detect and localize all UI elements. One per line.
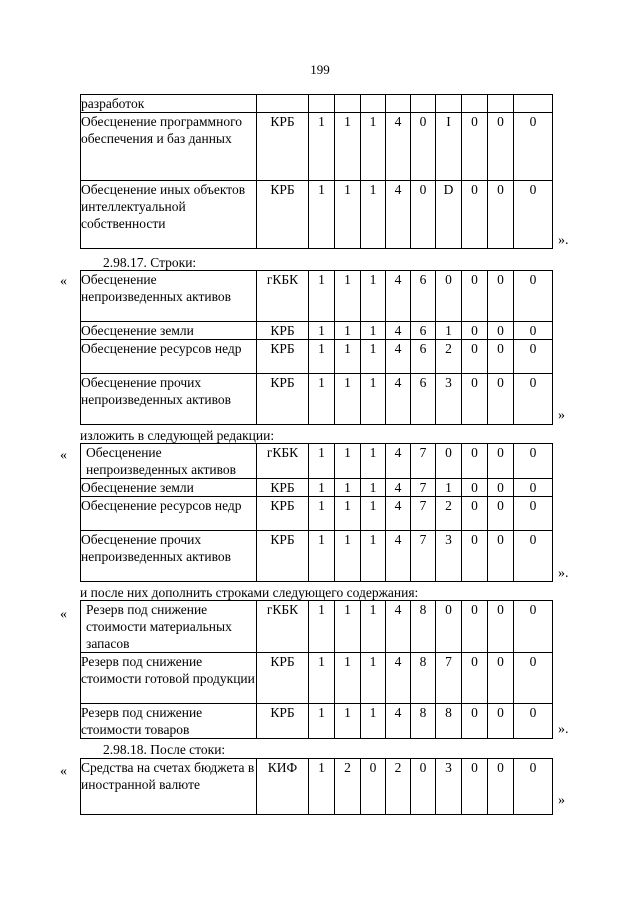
digit-cell: 0: [462, 653, 488, 704]
digit-cell: 4: [386, 653, 411, 704]
digit-cell: 1: [361, 531, 386, 582]
table-row: [81, 374, 553, 425]
digit-cell: 8: [411, 704, 436, 739]
digit-cell: 1: [335, 653, 361, 704]
digit-cell: 6: [411, 374, 436, 425]
digit-cell: 0: [462, 479, 488, 497]
digit-cell: 1: [309, 653, 335, 704]
row-code: КРБ: [257, 704, 309, 739]
row-name: Обесценение земли: [81, 479, 257, 497]
digit-cell: 1: [361, 601, 386, 653]
table-row: [81, 340, 553, 374]
digit-cell: [386, 95, 411, 113]
digit-cell: 1: [309, 497, 335, 531]
row-code: КРБ: [257, 497, 309, 531]
table-block-2: [80, 270, 553, 425]
row-name: Обесценение непроизведенных активов: [81, 444, 257, 479]
digit-cell: 1: [361, 479, 386, 497]
digit-cell: 0: [488, 704, 514, 739]
digit-cell: 3: [436, 374, 462, 425]
digit-cell: 2: [436, 497, 462, 531]
digit-cell: 4: [386, 444, 411, 479]
row-code: [257, 95, 309, 113]
digit-cell: 2: [335, 759, 361, 815]
digit-cell: 7: [411, 479, 436, 497]
digit-cell: 4: [386, 322, 411, 340]
digit-cell: 1: [361, 113, 386, 181]
digit-cell: 1: [309, 704, 335, 739]
digit-cell: 3: [436, 531, 462, 582]
digit-cell: 1: [361, 653, 386, 704]
digit-cell: 7: [411, 531, 436, 582]
instruction-text-2: и после них дополнить строками следующего содержания:: [80, 585, 419, 600]
digit-cell: 1: [335, 340, 361, 374]
row-code: КРБ: [257, 340, 309, 374]
row-name: разработок: [81, 95, 257, 113]
digit-cell: D: [436, 181, 462, 249]
table-row: [81, 95, 553, 113]
digit-cell: 0: [488, 444, 514, 479]
digit-cell: 0: [462, 181, 488, 249]
digit-cell: 0: [514, 601, 553, 653]
row-name: Резерв под снижение стоимости материальных запасов: [81, 601, 257, 653]
digit-cell: 1: [335, 531, 361, 582]
table-row: [81, 497, 553, 531]
digit-cell: 0: [488, 601, 514, 653]
digit-cell: 0: [514, 479, 553, 497]
digit-cell: 4: [386, 181, 411, 249]
table-row: [81, 322, 553, 340]
digit-cell: 0: [462, 322, 488, 340]
digit-cell: I: [436, 113, 462, 181]
row-name: Резерв под снижение стоимости готовой продукции: [81, 653, 257, 704]
digit-cell: 8: [411, 601, 436, 653]
digit-cell: 1: [309, 374, 335, 425]
digit-cell: [488, 95, 514, 113]
table-block-3: [80, 443, 553, 582]
digit-cell: 0: [462, 531, 488, 582]
digit-cell: 1: [309, 759, 335, 815]
table-block-4: [80, 600, 553, 739]
digit-cell: 1: [335, 444, 361, 479]
digit-cell: 0: [514, 531, 553, 582]
digit-cell: 0: [462, 601, 488, 653]
digit-cell: [335, 95, 361, 113]
digit-cell: 7: [411, 497, 436, 531]
digit-cell: 0: [411, 759, 436, 815]
row-code: КРБ: [257, 374, 309, 425]
row-code: КРБ: [257, 653, 309, 704]
digit-cell: 0: [488, 322, 514, 340]
row-name: Обесценение программного обеспечения и баз данных: [81, 113, 257, 181]
digit-cell: 4: [386, 340, 411, 374]
row-name: Резерв под снижение стоимости товаров: [81, 704, 257, 739]
table-block-1: [80, 94, 553, 249]
section-heading-2-98-18: 2.98.18. После стоки:: [103, 742, 226, 757]
digit-cell: 1: [309, 531, 335, 582]
row-code: КРБ: [257, 181, 309, 249]
digit-cell: 0: [488, 531, 514, 582]
digit-cell: 0: [462, 113, 488, 181]
open-quote-5: «: [60, 764, 67, 779]
digit-cell: 6: [411, 340, 436, 374]
digit-cell: 1: [436, 322, 462, 340]
digit-cell: 0: [462, 374, 488, 425]
digit-cell: 4: [386, 531, 411, 582]
table-row: [81, 704, 553, 739]
row-name: Средства на счетах бюджета в иностранной валюте: [81, 759, 257, 815]
close-quote-4: ».: [558, 722, 569, 737]
digit-cell: 0: [488, 113, 514, 181]
row-code: КРБ: [257, 531, 309, 582]
digit-cell: 1: [361, 374, 386, 425]
digit-cell: 0: [411, 113, 436, 181]
digit-cell: 0: [514, 181, 553, 249]
digit-cell: 1: [335, 601, 361, 653]
digit-cell: 0: [488, 340, 514, 374]
row-code: КРБ: [257, 479, 309, 497]
digit-cell: 0: [514, 374, 553, 425]
digit-cell: [361, 95, 386, 113]
digit-cell: 1: [335, 704, 361, 739]
row-name: Обесценение непроизведенных активов: [81, 271, 257, 322]
digit-cell: 1: [361, 322, 386, 340]
open-quote-4: «: [60, 607, 67, 622]
table-row: [81, 531, 553, 582]
digit-cell: 0: [488, 497, 514, 531]
digit-cell: 4: [386, 497, 411, 531]
row-code: гКБК: [257, 601, 309, 653]
digit-cell: 1: [309, 322, 335, 340]
digit-cell: 0: [514, 322, 553, 340]
row-name: Обесценение земли: [81, 322, 257, 340]
open-quote-3: «: [60, 448, 67, 463]
table-row: [81, 444, 553, 479]
digit-cell: 3: [436, 759, 462, 815]
digit-cell: [309, 95, 335, 113]
digit-cell: 1: [309, 444, 335, 479]
digit-cell: 2: [436, 340, 462, 374]
digit-cell: 0: [361, 759, 386, 815]
digit-cell: 6: [411, 271, 436, 322]
digit-cell: 4: [386, 704, 411, 739]
table-row: [81, 113, 553, 181]
digit-cell: 1: [361, 704, 386, 739]
digit-cell: 4: [386, 479, 411, 497]
digit-cell: 0: [462, 271, 488, 322]
digit-cell: 7: [436, 653, 462, 704]
digit-cell: 1: [309, 340, 335, 374]
digit-cell: 1: [361, 497, 386, 531]
digit-cell: 1: [335, 497, 361, 531]
digit-cell: [462, 95, 488, 113]
digit-cell: 0: [488, 181, 514, 249]
table-row: [81, 479, 553, 497]
digit-cell: 0: [488, 759, 514, 815]
close-quote-3: ».: [558, 566, 569, 581]
digit-cell: 0: [436, 601, 462, 653]
digit-cell: 1: [335, 113, 361, 181]
digit-cell: 1: [335, 271, 361, 322]
open-quote-2: «: [60, 274, 67, 289]
digit-cell: 1: [361, 271, 386, 322]
row-code: гКБК: [257, 444, 309, 479]
digit-cell: 0: [488, 479, 514, 497]
digit-cell: 0: [514, 497, 553, 531]
row-code: КРБ: [257, 113, 309, 181]
digit-cell: 1: [335, 181, 361, 249]
page-number: 199: [310, 62, 330, 77]
digit-cell: 0: [514, 704, 553, 739]
digit-cell: 1: [335, 322, 361, 340]
digit-cell: [436, 95, 462, 113]
digit-cell: 0: [514, 271, 553, 322]
digit-cell: 1: [309, 479, 335, 497]
table-row: [81, 653, 553, 704]
digit-cell: 1: [361, 181, 386, 249]
digit-cell: 0: [462, 340, 488, 374]
digit-cell: 0: [514, 759, 553, 815]
instruction-text-1: изложить в следующей редакции:: [80, 428, 275, 443]
digit-cell: [411, 95, 436, 113]
table-row: [81, 181, 553, 249]
digit-cell: 1: [361, 444, 386, 479]
digit-cell: 4: [386, 271, 411, 322]
digit-cell: 0: [462, 497, 488, 531]
table-row: [81, 601, 553, 653]
table-row: [81, 271, 553, 322]
digit-cell: 1: [335, 479, 361, 497]
digit-cell: [514, 95, 553, 113]
row-code: КРБ: [257, 322, 309, 340]
table-row: [81, 759, 553, 815]
digit-cell: 0: [488, 653, 514, 704]
digit-cell: 0: [514, 444, 553, 479]
digit-cell: 4: [386, 601, 411, 653]
row-name: Обесценение ресурсов недр: [81, 497, 257, 531]
close-quote-5: »: [558, 793, 565, 808]
digit-cell: 1: [436, 479, 462, 497]
digit-cell: 0: [488, 271, 514, 322]
digit-cell: 8: [411, 653, 436, 704]
digit-cell: 1: [309, 113, 335, 181]
digit-cell: 1: [309, 601, 335, 653]
digit-cell: 0: [514, 653, 553, 704]
digit-cell: 8: [436, 704, 462, 739]
digit-cell: 1: [309, 271, 335, 322]
section-heading-2-98-17: 2.98.17. Строки:: [103, 255, 197, 270]
digit-cell: 2: [386, 759, 411, 815]
row-name: Обесценение прочих непроизведенных активов: [81, 531, 257, 582]
row-name: Обесценение ресурсов недр: [81, 340, 257, 374]
digit-cell: 1: [335, 374, 361, 425]
table-block-5: [80, 758, 553, 815]
row-code: гКБК: [257, 271, 309, 322]
digit-cell: 0: [514, 113, 553, 181]
row-name: Обесценение прочих непроизведенных активов: [81, 374, 257, 425]
digit-cell: 0: [514, 340, 553, 374]
close-quote-2: »: [558, 408, 565, 423]
digit-cell: 7: [411, 444, 436, 479]
digit-cell: 1: [361, 340, 386, 374]
digit-cell: 4: [386, 374, 411, 425]
digit-cell: 0: [436, 444, 462, 479]
digit-cell: 6: [411, 322, 436, 340]
row-code: КИФ: [257, 759, 309, 815]
row-name: Обесценение иных объектов интеллектуальной собственности: [81, 181, 257, 249]
digit-cell: 0: [462, 704, 488, 739]
digit-cell: 0: [436, 271, 462, 322]
digit-cell: 1: [309, 181, 335, 249]
close-quote-1: ».: [558, 233, 569, 248]
digit-cell: 0: [462, 444, 488, 479]
digit-cell: 0: [488, 374, 514, 425]
digit-cell: 4: [386, 113, 411, 181]
digit-cell: 0: [462, 759, 488, 815]
digit-cell: 0: [411, 181, 436, 249]
